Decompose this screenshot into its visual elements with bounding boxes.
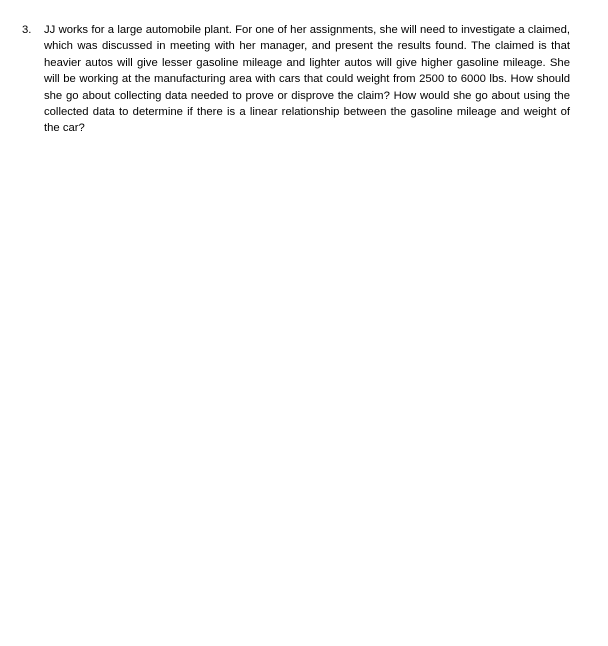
question-number: 3. [22,24,32,36]
question-text: JJ works for a large automobile plant. For one of her assignments, she will need to investigate a claimed, which was discussed in meeting with her manager, and present the results found. The claimed is that heavier autos will give lesser gasoline mileage and lighter autos will give higher gasoline mileage. She will be working at the manufacturing area with cars that could weight from 2500 to 6000 lbs. How should she go about collecting data needed to prove or disprove the claim? How would she go about using the collected data to determine if there is a linear relationship between the gasoline mileage and weight of the car? [44,24,570,135]
question-item [22,22,570,137]
